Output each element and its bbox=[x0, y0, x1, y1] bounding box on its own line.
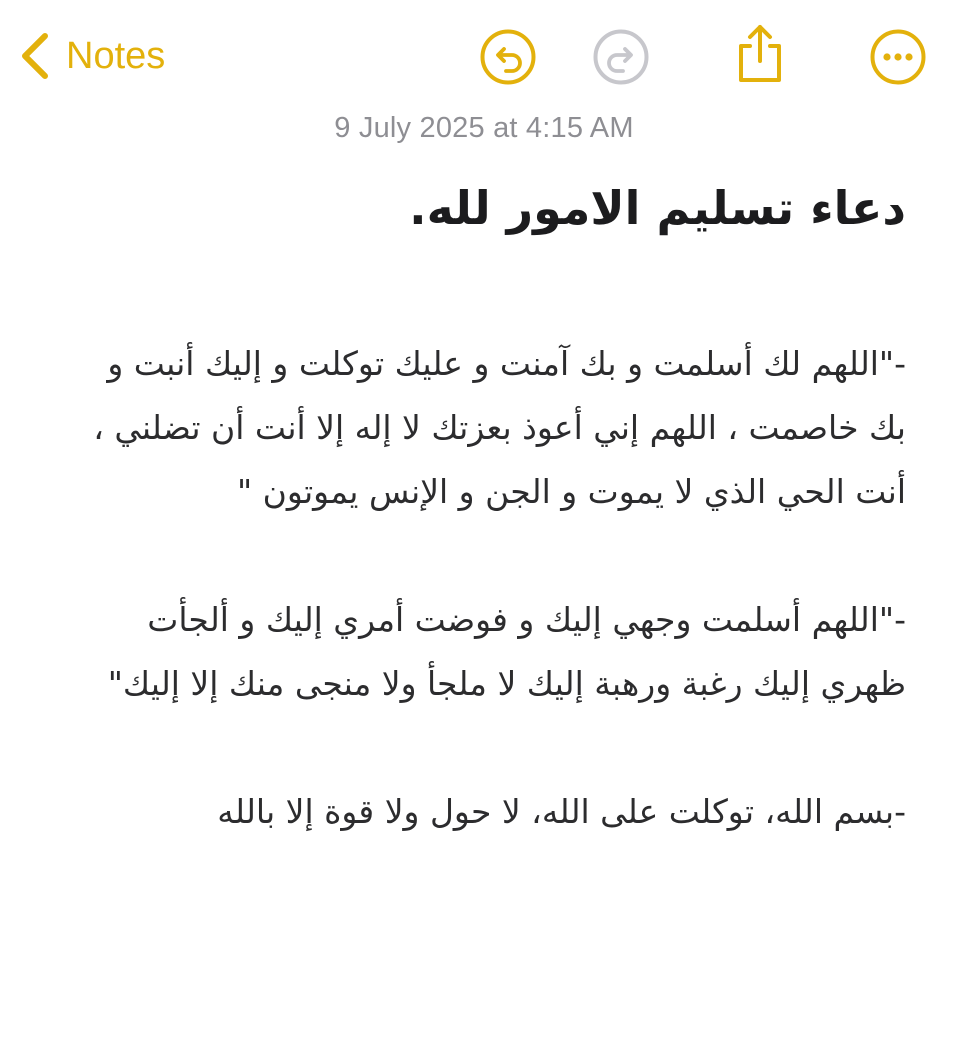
undo-icon bbox=[479, 28, 537, 86]
redo-icon bbox=[592, 28, 650, 86]
note-paragraph: -بسم الله، توكلت على الله، لا حول ولا قوة إلا بالله bbox=[217, 792, 906, 831]
note-toolbar bbox=[0, 0, 968, 112]
undo-button[interactable] bbox=[479, 28, 537, 86]
back-to-notes-button[interactable] bbox=[18, 28, 165, 84]
note-paragraph: -"اللهم لك أسلمت و بك آمنت و عليك توكلت و إليك أنبت و بك خاصمت ، اللهم إني أعوذ بعزتك لا إله إلا أنت أن تضلني ، أنت الحي الذي لا يموت و الجن و الإنس يموتون " bbox=[93, 344, 906, 511]
share-button[interactable] bbox=[731, 22, 789, 86]
note-title: دعاء تسليم الامور لله. bbox=[409, 181, 906, 235]
more-options-button[interactable] bbox=[869, 28, 927, 86]
note-body[interactable] bbox=[60, 168, 906, 844]
more-icon bbox=[869, 28, 927, 86]
chevron-left-icon bbox=[18, 31, 52, 81]
note-date: 9 July 2025 at 4:15 AM bbox=[334, 112, 634, 144]
share-icon bbox=[731, 22, 789, 86]
back-label: Notes bbox=[66, 35, 166, 77]
note-paragraph: -"اللهم أسلمت وجهي إليك و فوضت أمري إليك و ألجأت ظهري إليك رغبة ورهبة إليك لا ملجأ ولا منجى منك إلا إليك" bbox=[107, 600, 906, 703]
redo-button[interactable] bbox=[592, 28, 650, 86]
